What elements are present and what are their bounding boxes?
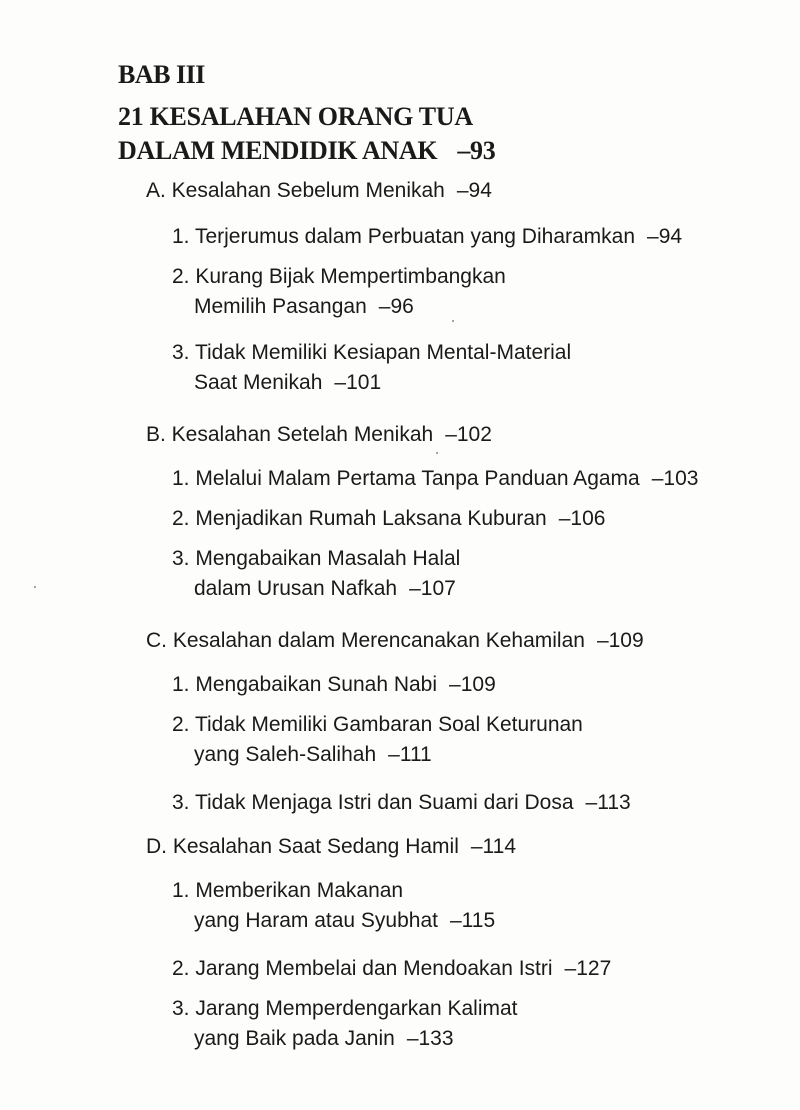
section-d — [146, 832, 516, 862]
section-a-item-2: 2. Kurang Bijak Mempertimbangkan Memilih Pasangan –96 — [172, 265, 506, 318]
chapter-label: BAB III — [118, 60, 205, 89]
page-number: –96 — [378, 295, 414, 318]
section-b-item-2: 2. Menjadikan Rumah Laksana Kuburan –106 — [172, 507, 606, 530]
section-d-item-1: 1. Memberikan Makanan yang Haram atau Syubhat –115 — [172, 879, 496, 932]
section-c — [146, 626, 644, 656]
page-number: –133 — [406, 1027, 454, 1050]
page-number: –101 — [334, 371, 382, 394]
page-number: –103 — [651, 467, 699, 490]
page-number: –106 — [558, 507, 606, 530]
section-b — [146, 420, 492, 450]
section-a-label: A. Kesalahan Sebelum Menikah — [146, 179, 445, 202]
print-speck — [452, 320, 454, 322]
chapter-page-number: –93 — [457, 136, 496, 165]
section-c-item-1: 1. Mengabaikan Sunah Nabi –109 — [172, 673, 496, 696]
section-b-item-1: 1. Melalui Malam Pertama Tanpa Panduan Agama –103 — [172, 467, 699, 490]
section-d-label: D. Kesalahan Saat Sedang Hamil — [146, 835, 459, 858]
section-b-page: –102 — [445, 423, 492, 446]
section-a-item-1: 1. Terjerumus dalam Perbuatan yang Diharamkan –94 — [172, 225, 683, 248]
section-a-page: –94 — [456, 179, 492, 202]
section-a-item-3: 3. Tidak Memiliki Kesiapan Mental-Material Saat Menikah –101 — [172, 341, 572, 394]
page-number: –109 — [449, 673, 496, 696]
page-number: –115 — [449, 909, 496, 932]
section-d-item-3: 3. Jarang Memperdengarkan Kalimat yang Baik pada Janin –133 — [172, 997, 518, 1050]
section-c-item-3: 3. Tidak Menjaga Istri dan Suami dari Dosa –113 — [172, 791, 631, 814]
page-number: –107 — [409, 577, 456, 600]
section-b-label: B. Kesalahan Setelah Menikah — [146, 423, 434, 446]
chapter-title-line-1: 21 KESALAHAN ORANG TUA — [118, 102, 473, 131]
section-d-item-2: 2. Jarang Membelai dan Mendoakan Istri –127 — [172, 957, 612, 980]
page-number: –94 — [647, 225, 683, 248]
section-c-page: –109 — [596, 629, 644, 652]
section-b-item-3: 3. Mengabaikan Masalah Halal dalam Urusan Nafkah –107 — [172, 547, 461, 600]
section-c-label: C. Kesalahan dalam Merencanakan Kehamilan — [146, 629, 585, 652]
page-number: –127 — [564, 957, 612, 980]
chapter-title — [118, 100, 495, 168]
page-number: –113 — [585, 791, 631, 814]
section-d-page: –114 — [470, 835, 517, 858]
section-c-item-2: 2. Tidak Memiliki Gambaran Soal Keturunan yang Saleh-Salihah –111 — [172, 713, 583, 766]
section-a — [146, 176, 492, 206]
page-number: –111 — [388, 743, 432, 766]
print-speck — [34, 586, 36, 588]
chapter-title-line-2: DALAM MENDIDIK ANAK –93 — [118, 136, 496, 165]
print-speck — [436, 452, 438, 454]
